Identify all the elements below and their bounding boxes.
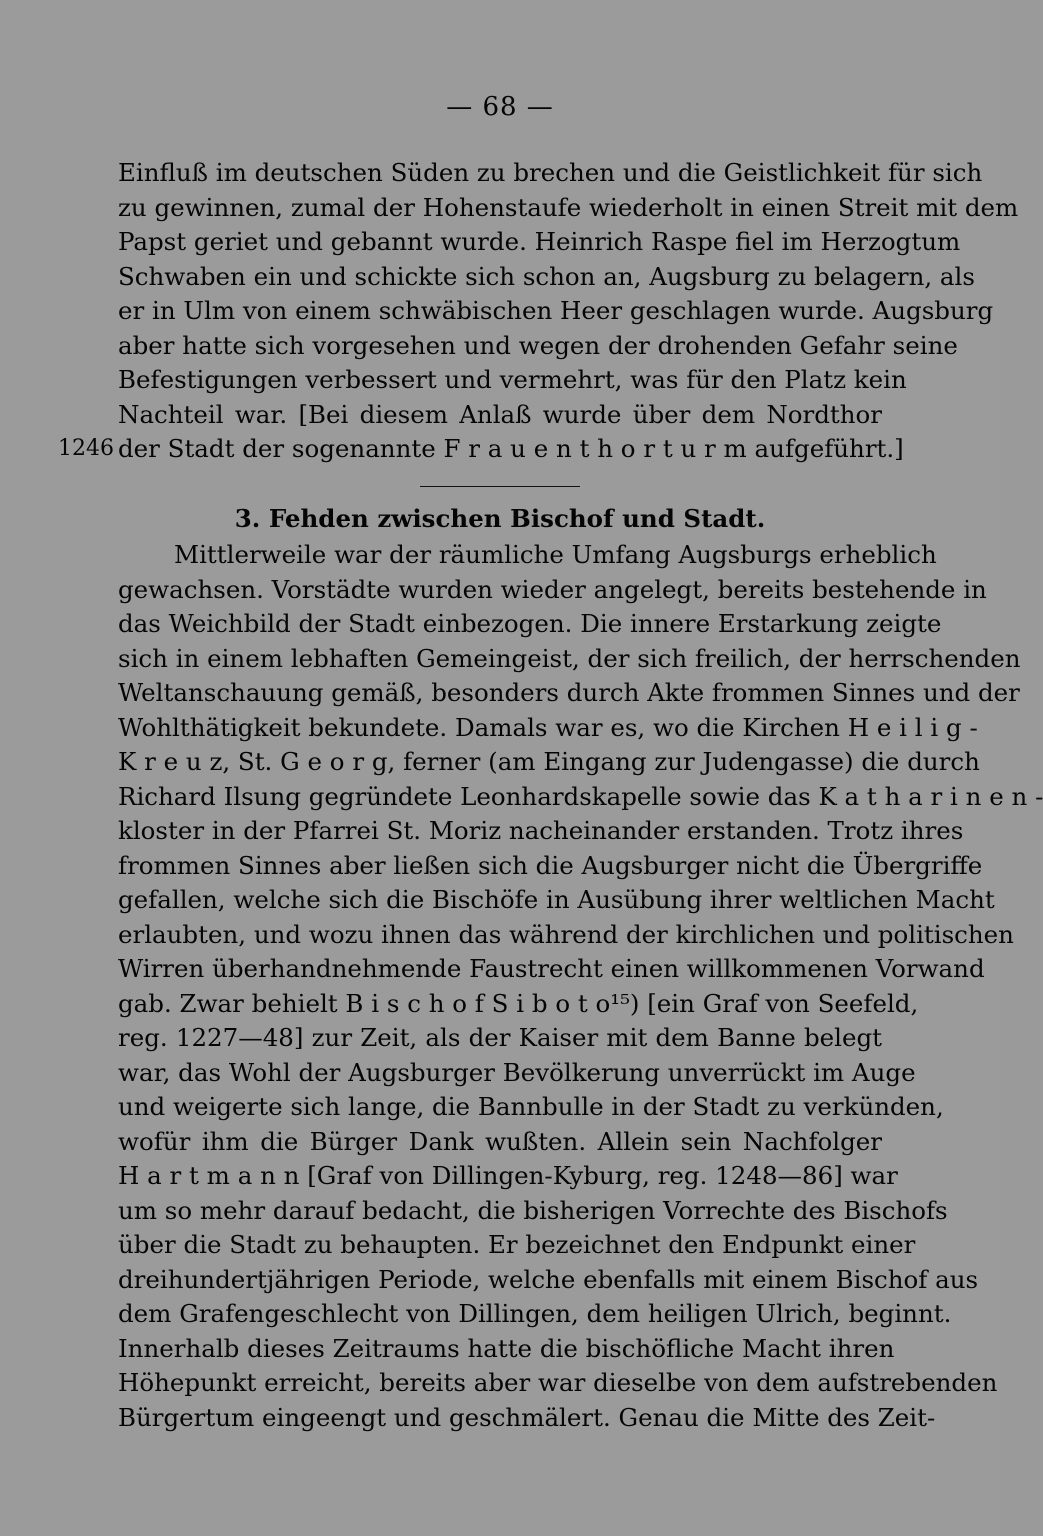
section-heading: 3. Fehden zwischen Bischof und Stadt. xyxy=(234,504,766,533)
page-number: — 68 — xyxy=(446,92,554,122)
text-line: er in Ulm von einem schwäbischen Heer geschlagen wurde. Augsburg xyxy=(118,296,994,325)
text-line: K r e u z, St. G e o r g, ferner (am Eingang zur Judengasse) die durch xyxy=(118,747,980,776)
text-line: Bürgertum eingeengt und geschmälert. Genau die Mitte des Zeit- xyxy=(118,1402,936,1432)
text-line: kloster in der Pfarrei St. Moriz nacheinander erstanden. Trotz ihres xyxy=(118,816,964,845)
text-line: aber hatte sich vorgesehen und wegen der drohenden Gefahr seine xyxy=(118,330,958,360)
text-line: wofür ihm die Bürger Dank wußten. Allein sein Nachfolger xyxy=(118,1126,882,1156)
text-line: der Stadt der sogenannte F r a u e n t h o r t u r m aufgeführt.] xyxy=(118,434,904,463)
paragraph-1 xyxy=(118,156,1019,467)
text-line: gefallen, welche sich die Bischöfe in Ausübung ihrer weltlichen Macht xyxy=(118,885,995,914)
text-line: Innerhalb dieses Zeitraums hatte die bischöfliche Macht ihren xyxy=(118,1333,895,1363)
text-line: das Weichbild der Stadt einbezogen. Die innere Erstarkung zeigte xyxy=(118,609,942,638)
text-line: Höhepunkt erreicht, bereits aber war dieselbe von dem aufstrebenden xyxy=(118,1368,998,1397)
text-line: Mittlerweile war der räumliche Umfang Augsburgs erheblich xyxy=(174,540,937,569)
text-line: reg. 1227—48] zur Zeit, als der Kaiser mit dem Banne belegt xyxy=(118,1023,882,1052)
text-line: dreihundertjährigen Periode, welche ebenfalls mit einem Bischof aus xyxy=(118,1264,979,1294)
text-line: über die Stadt zu behaupten. Er bezeichnet den Endpunkt einer xyxy=(118,1230,916,1259)
text-line: Befestigungen verbessert und vermehrt, was für den Platz kein xyxy=(118,365,907,394)
text-line: Wohlthätigkeit bekundete. Damals war es, wo die Kirchen H e i l i g - xyxy=(118,712,978,742)
section-divider xyxy=(420,486,580,487)
text-line: Richard Ilsung gegründete Leonhardskapelle sowie das K a t h a r i n e n - xyxy=(118,781,1043,811)
text-line: Wirren überhandnehmende Faustrecht einen willkommenen Vorwand xyxy=(118,954,985,983)
text-line: Nachteil war. [Bei diesem Anlaß wurde über dem Nordthor xyxy=(118,399,882,429)
text-line: war, das Wohl der Augsburger Bevölkerung unverrückt im Auge xyxy=(118,1057,916,1087)
text-line: gab. Zwar behielt B i s c h o f S i b o t o¹⁵) [ein Graf von Seefeld, xyxy=(118,988,919,1018)
margin-year-note: 1246 xyxy=(58,436,114,461)
text-line: und weigerte sich lange, die Bannbulle in der Stadt zu verkünden, xyxy=(118,1092,944,1121)
paragraph-2 xyxy=(118,538,1043,1435)
text-line: zu gewinnen, zumal der Hohenstaufe wiederholt in einen Streit mit dem xyxy=(118,192,1019,222)
text-line: gewachsen. Vorstädte wurden wieder angelegt, bereits bestehende in xyxy=(118,574,987,604)
text-line: Einfluß im deutschen Süden zu brechen und die Geistlichkeit für sich xyxy=(118,158,983,187)
text-line: um so mehr darauf bedacht, die bisherigen Vorrechte des Bischofs xyxy=(118,1195,948,1225)
text-line: dem Grafengeschlecht von Dillingen, dem heiligen Ulrich, beginnt. xyxy=(118,1299,952,1328)
text-line: Papst geriet und gebannt wurde. Heinrich Raspe fiel im Herzogtum xyxy=(118,227,961,256)
text-line: Weltanschauung gemäß, besonders durch Akte frommen Sinnes und der xyxy=(118,678,1020,707)
text-line: sich in einem lebhaften Gemeingeist, der sich freilich, der herrschenden xyxy=(118,643,1021,673)
section-heading-block xyxy=(118,502,882,537)
text-line: frommen Sinnes aber ließen sich die Augsburger nicht die Übergriffe xyxy=(118,850,983,880)
text-line: erlaubten, und wozu ihnen das während der kirchlichen und politischen xyxy=(118,919,1014,949)
text-line: H a r t m a n n [Graf von Dillingen-Kyburg, reg. 1248—86] war xyxy=(118,1161,898,1190)
text-line: Schwaben ein und schickte sich schon an, Augsburg zu belagern, als xyxy=(118,261,975,291)
